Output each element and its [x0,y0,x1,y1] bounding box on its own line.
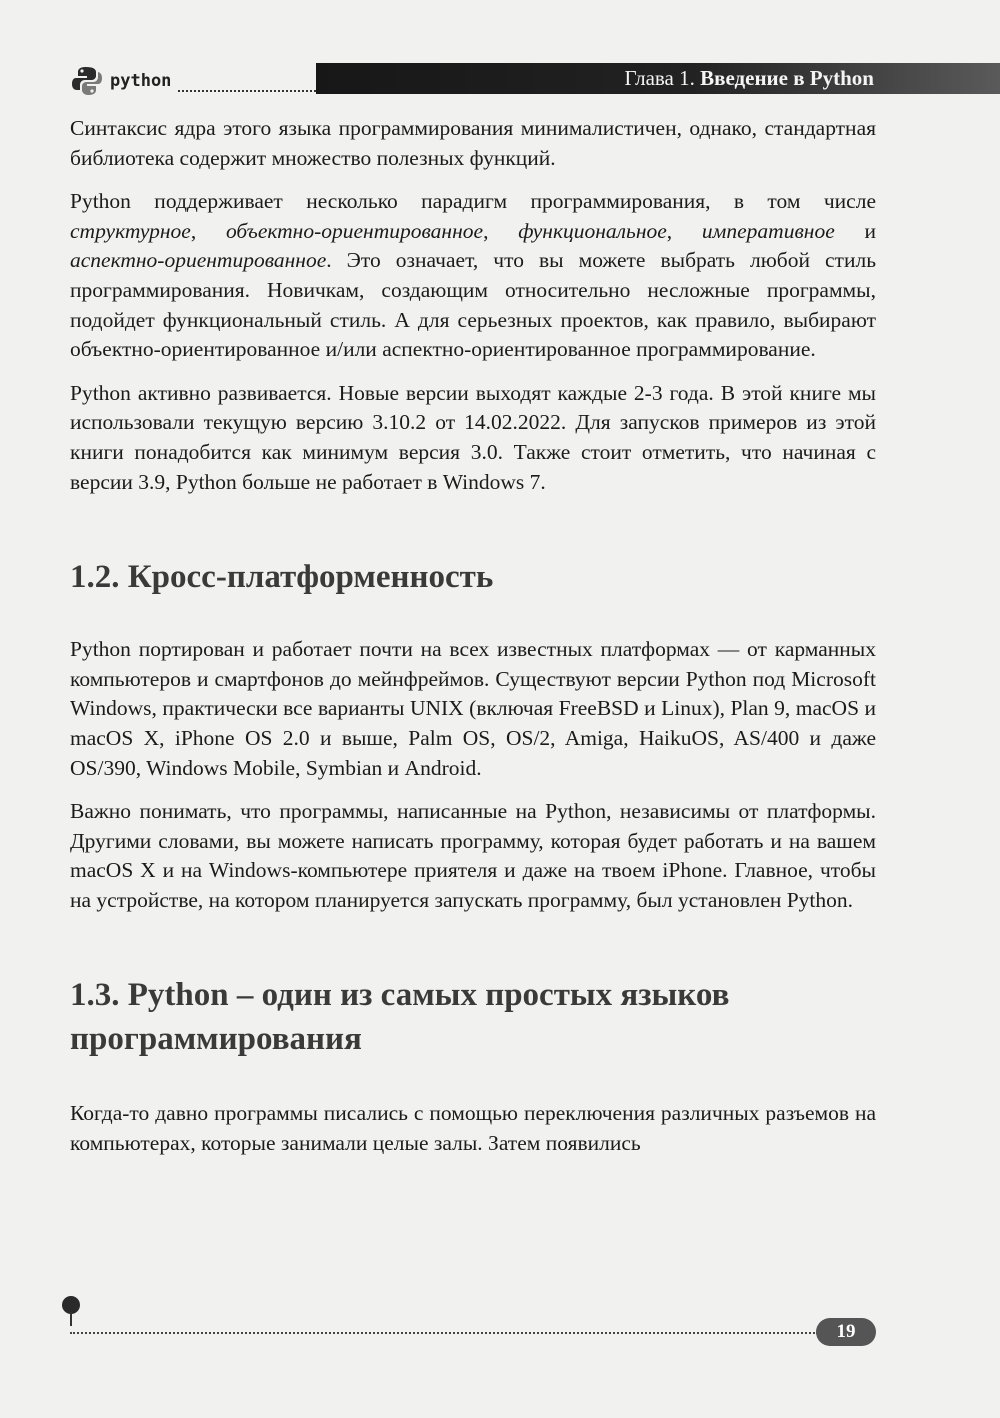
text-run: , [666,218,702,243]
italic-term: аспектно-ориентированное [70,248,327,273]
logo-text: python [110,71,172,91]
text-run: Когда-то давно программы писались с помощью переключения различных разъемов на компьютерах, которые занимали целые залы. Затем появились [70,1101,876,1156]
paragraph [70,635,876,783]
italic-term: объектно-ориентированное [225,218,484,243]
section-1-3-body [70,1099,876,1158]
page-header [0,0,1000,110]
paragraph [70,1099,876,1158]
text-run: и [834,218,877,243]
section-heading-1-2: 1.2. Кросс-платформенность [70,559,494,596]
section-heading-1-3: 1.3. Python – один из самых простых языков программирования [70,977,730,1058]
paragraph [70,379,876,497]
text-run: Python портирован и работает почти на всех известных платформах — от карманных компьютеров и смартфонов до мейнфреймов. Существуют версии Python под Microsoft Windows, практически все варианты UNIX (включая FreeBSD и Linux), Plan 9, macOS и macOS X, iPhone OS 2.0 и выше, Palm OS, OS/2, Amiga, HaikuOS, AS/400 и даже OS/390, Windows Mobile, Symbian и Android. [70,637,876,780]
text-run: Python поддерживает несколько парадигм программирования, в том числе [70,189,876,214]
italic-term: структурное [70,218,191,243]
chapter-banner [316,63,1000,94]
paragraph [70,797,876,915]
paragraph [70,187,876,365]
text-run: Python активно развивается. Новые версии выходят каждые 2-3 года. В этой книге мы использовали текущую версию 3.10.2 от 14.02.2022. Для запусков примеров из этой книги понадобится как минимум версия 3.0. Также стоит отметить, что начиная с версии 3.9, Python больше не работает в Windows 7. [70,380,876,494]
italic-term: императивное [701,218,835,243]
section-1-2-body [70,635,876,915]
text-run: , [190,218,226,243]
paragraph [70,114,876,173]
header-dotted-rule [178,90,316,92]
page-body [70,114,876,1173]
intro-paragraphs [70,114,876,497]
footer-bullet-stem [70,1312,72,1326]
python-logo [70,64,171,98]
italic-term: функциональное [518,218,667,243]
text-run: . Это означает, что вы можете выбрать любой стиль программирования. Новичкам, создающим относительно несложные программы, подойдет функциональный стиль. А для серьезных проектов, как правило, выбирают объектно-ориентированное и/или аспектно-ориентированное программирование. [70,248,876,362]
python-snake-icon [70,64,104,98]
text-run: Важно понимать, что программы, написанные на Python, независимы от платформы. Другими словами, вы можете написать программу, которая будет работать и на вашем macOS X и на Windows-компьютере приятеля и даже на твоем iPhone. Главное, чтобы на устройстве, на котором планируется запускать программу, был установлен Python. [70,799,876,912]
page-footer [0,1290,1000,1370]
text-run: , [483,218,519,243]
chapter-heading [625,65,874,92]
chapter-title: Введение в Python [700,66,874,90]
chapter-prefix: Глава 1. [624,66,695,90]
footer-dotted-rule [70,1332,818,1334]
page-number: 19 [816,1318,876,1346]
text-run: Синтаксис ядра этого языка программирования минималистичен, однако, стандартная библиотека содержит множество полезных функций. [70,116,876,170]
